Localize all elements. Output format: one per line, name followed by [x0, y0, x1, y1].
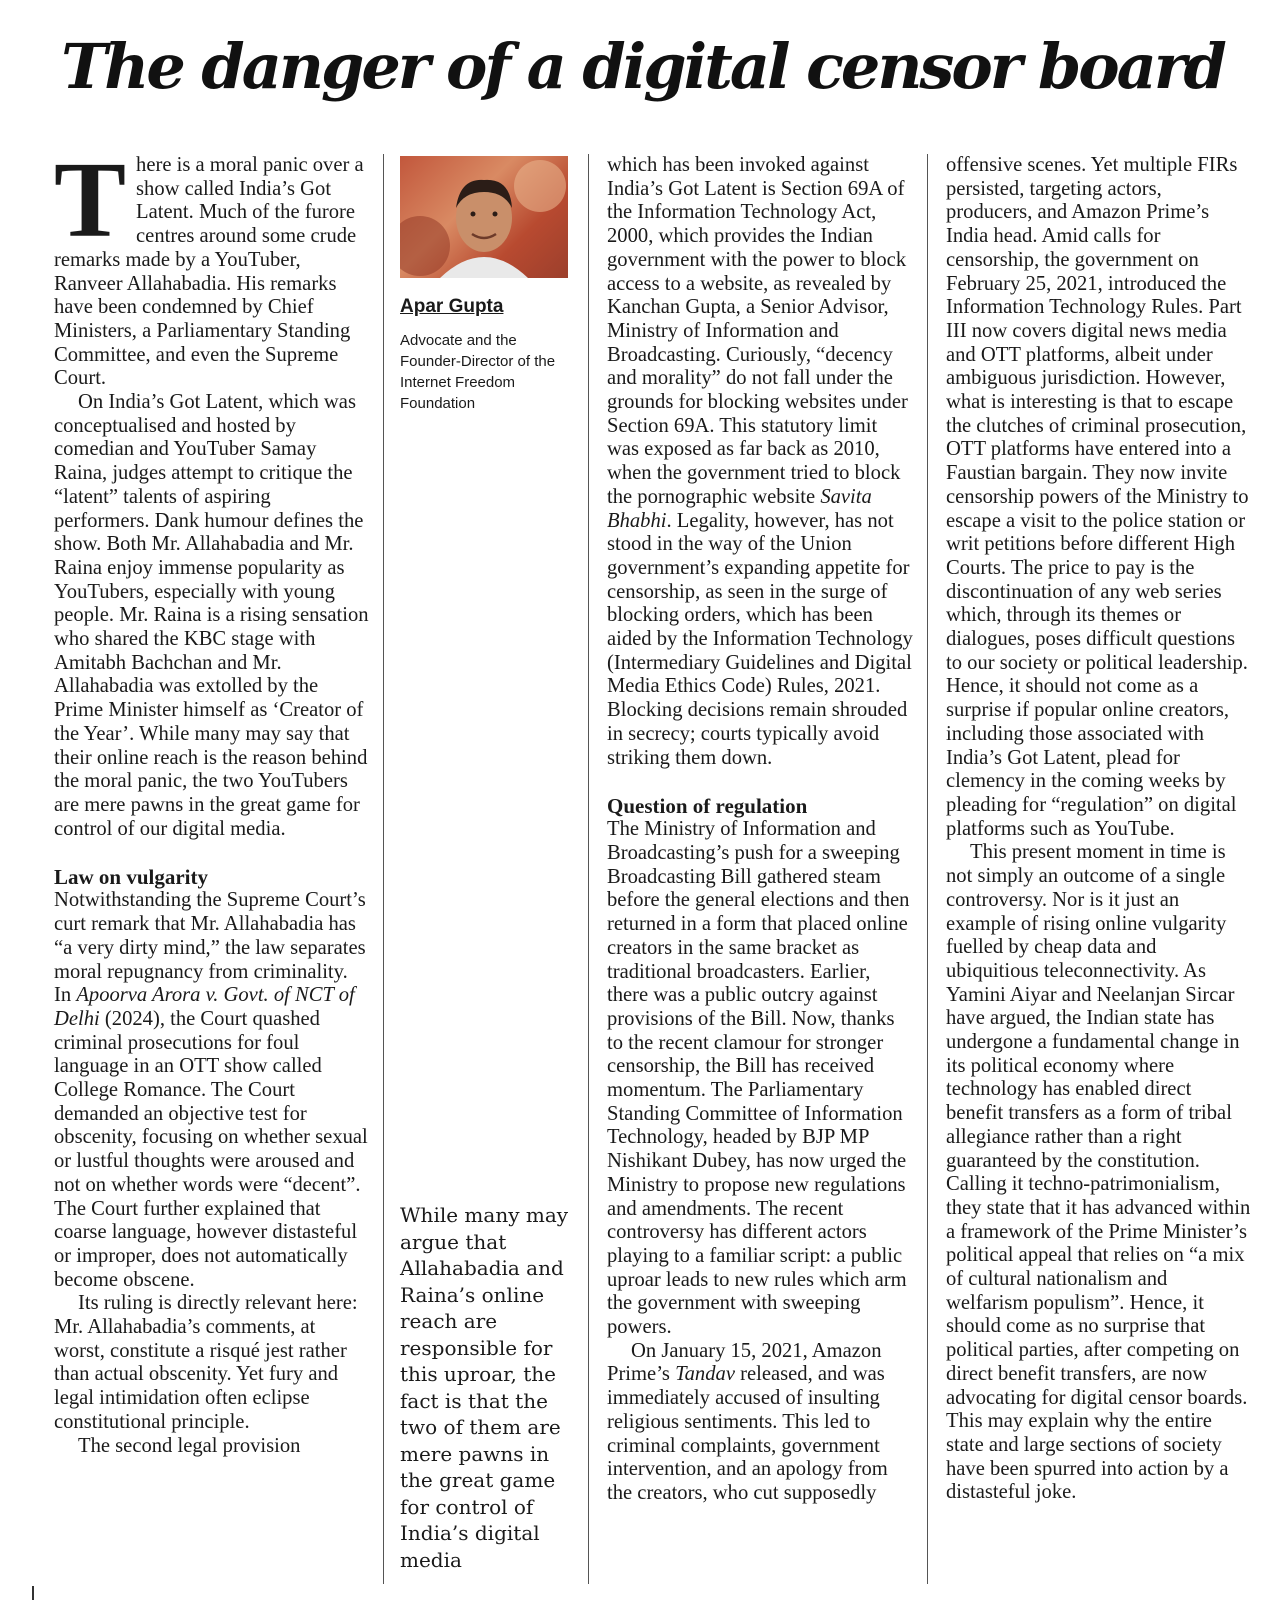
drop-cap: T	[54, 141, 127, 260]
paragraph: which has been invoked against India’s Got Latent is Section 69A of the Information Technology Act, 2000, which provides the Indian government with the power to block access to a website, as revealed by Kanchan Gupta, a Senior Advisor, Ministry of Information and Broadcasting. Curiously, “decency and morality” do not fall under the grounds for blocking websites under Section 69A. This statutory limit was exposed as far back as 2010, when the government tried to block the pornographic website Savita Bhabhi. Legality, however, has not stood in the way of the Union government’s expanding appetite for censorship, as seen in the surge of blocking orders, which has been aided by the Information Technology (Intermediary Guidelines and Digital Media Ethics Code) Rules, 2021. Blocking decisions remain shrouded in secrecy; courts typically avoid striking them down.	[607, 154, 913, 769]
pull-quote: While many may argue that Allahabadia and Raina’s online reach are responsible for this uproar, the fact is that the two of them are mere pawns in the great game for control of India’s digital media	[400, 1203, 569, 1572]
column-rule	[383, 154, 384, 1584]
paragraph: There is a moral panic over a show called India’s Got Latent. Much of the furore centres around some crude remarks made by a YouTuber, Ranveer Allahabadia. His remarks have been condemned by Chief Ministers, a Parliamentary Standing Committee, and even the Supreme Court.	[54, 141, 364, 390]
paragraph: On India’s Got Latent, which was conceptualised and hosted by comedian and YouTuber Samay Raina, judges attempt to critique the “latent” talents of aspiring performers. Dank humour defines the show. Both Mr. Allahabadia and Mr. Raina enjoy immense popularity as YouTubers, especially with young people. Mr. Raina is a rising sensation who shared the KBC stage with Amitabh Bachchan and Mr. Allahabadia was extolled by the Prime Minister himself as ‘Creator of the Year’. While many may say that their online reach is the reason behind the moral panic, the two YouTubers are mere pawns in the great game for control of our digital media.	[54, 391, 369, 840]
paragraph: On January 15, 2021, Amazon Prime’s Tandav released, and was immediately accused of insulting religious sentiments. This led to criminal complaints, government intervention, and an apology from the creators, who cut supposedly	[607, 1339, 888, 1504]
article-column-1	[54, 141, 370, 1458]
column-rule	[588, 154, 589, 1584]
case-name: Apoorva Arora v. Govt. of NCT of Delhi	[54, 984, 355, 1030]
paragraph: The second legal provision	[78, 1434, 301, 1457]
subheading-law-on-vulgarity: Law on vulgarity	[54, 865, 209, 890]
author-photo	[400, 156, 568, 278]
paragraph: Notwithstanding the Supreme Court’s curt remark that Mr. Allahabadia has “a very dirty mind,” the law separates moral repugnancy from criminality. In Apoorva Arora v. Govt. of NCT of Delhi (2024), the Court quashed criminal prosecutions for foul language in an OTT show called College Romance. The Court demanded an objective test for obscenity, focusing on whether sexual or lustful thoughts were aroused and not on whether words were “decent”. The Court further explained that coarse language, however distasteful or improper, does not automatically become obscene.	[54, 889, 368, 1291]
paragraph: The Ministry of Information and Broadcasting’s push for a sweeping Broadcasting Bill gathered steam before the general elections and then returned in a form that placed online creators in the same bracket as traditional broadcasters. Earlier, there was a public outcry against provisions of the Bill. Now, thanks to the recent clamour for stronger censorship, the Bill has received momentum. The Parliamentary Standing Committee of Information Technology, headed by BJP MP Nishikant Dubey, has now urged the Ministry to propose new regulations and amendments. The recent controversy has different actors playing to a familiar script: a public uproar leads to new rules which arm the government with sweeping powers.	[607, 818, 910, 1339]
show-title: Tandav	[675, 1363, 735, 1386]
subheading-question-of-regulation: Question of regulation	[607, 794, 808, 819]
headline: The danger of a digital censor board	[61, 30, 1224, 103]
column-rule	[927, 154, 928, 1584]
author-description: Advocate and the Founder-Director of the Internet Freedom Foundation	[400, 332, 556, 412]
paragraph: This present moment in time is not simply an outcome of a single controversy. Nor is it just an example of rising online vulgarity fuelled by cheap data and ubiquitious teleconnectivity. As Yamini Aiyar and Neelanjan Sircar have argued, the Indian state has undergone a fundamental change in its political economy where technology has enabled direct benefit transfers as a form of tribal allegiance rather than a right guaranteed by the constitution. Calling it techno-patrimonialism, they state that it has advanced within a framework of the Prime Minister’s political appeal that relies on “a mix of cultural nationalism and welfarism populism”. Hence, it should come as no surprise that political parties, after competing on direct benefit transfers, are now advocating for digital censor boards. This may explain why the entire state and large sections of society have been spurred into action by a distasteful joke.	[946, 841, 1251, 1504]
article-column-4	[946, 154, 1252, 1505]
paragraph: offensive scenes. Yet multiple FIRs persisted, targeting actors, producers, and Amazon Prime’s India head. Amid calls for censorship, the government on February 25, 2021, introduced the Information Technology Rules. Part III now covers digital news media and OTT platforms, albeit under ambiguous jurisdiction. However, what is interesting is that to escape the clutches of criminal prosecution, OTT platforms have entered into a Faustian bargain. They now invite censorship powers of the Ministry to escape a visit to the police station or writ petitions before different High Courts. The price to pay is the discontinuation of any web series which, through its themes or dialogues, poses difficult questions to our society or political leadership. Hence, it should not come as a surprise if popular online creators, including those associated with India’s Got Latent, plead for clemency in the coming weeks by pleading for “regulation” on digital platforms such as YouTube.	[946, 154, 1249, 840]
author-name[interactable]: Apar Gupta	[400, 296, 504, 317]
website-name: Savita Bhabhi	[607, 485, 872, 532]
paragraph: Its ruling is directly relevant here: Mr. Allahabadia’s comments, at worst, constitute a risqué jest rather than actual obscenity. Yet fury and legal intimidation often eclipse constitutional principle.	[54, 1292, 358, 1433]
article-column-3	[607, 154, 913, 1506]
page-edge-mark	[32, 1586, 34, 1600]
